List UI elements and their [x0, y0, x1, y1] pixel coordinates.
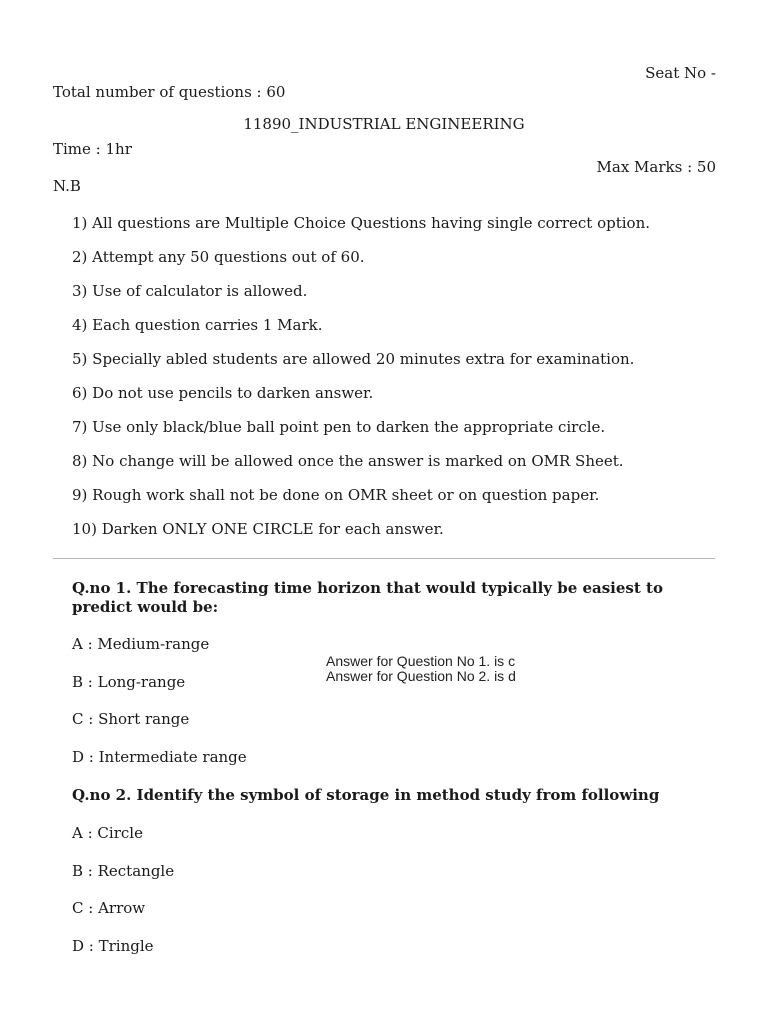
question-1-option-c: C : Short range: [72, 710, 190, 728]
instruction-item: 4) Each question carries 1 Mark.: [72, 316, 323, 334]
question-1-option-b: B : Long-range: [72, 673, 186, 691]
answer-key: [326, 654, 516, 684]
question-2-option-b: B : Rectangle: [72, 862, 175, 880]
section-divider: [53, 558, 715, 559]
exam-time: Time : 1hr: [53, 140, 132, 158]
seat-number: Seat No -: [645, 64, 716, 82]
instruction-item: 1) All questions are Multiple Choice Questions having single correct option.: [72, 214, 651, 232]
question-2-option-a: A : Circle: [72, 824, 143, 842]
instruction-item: 8) No change will be allowed once the answer is marked on OMR Sheet.: [72, 452, 624, 470]
instruction-item: 7) Use only black/blue ball point pen to darken the appropriate circle.: [72, 418, 606, 436]
instruction-item: 2) Attempt any 50 questions out of 60.: [72, 248, 365, 266]
instruction-item: 6) Do not use pencils to darken answer.: [72, 384, 374, 402]
nb-label: N.B: [53, 177, 81, 195]
answer-1: Answer for Question No 1. is c: [326, 653, 516, 669]
question-2-title: Q.no 2. Identify the symbol of storage in method study from following: [72, 786, 660, 804]
total-questions: Total number of questions : 60: [53, 83, 286, 101]
question-1-title: Q.no 1. The forecasting time horizon that would typically be easiest to predict would be:: [72, 579, 663, 616]
answer-2: Answer for Question No 2. is d: [326, 668, 516, 684]
paper-title: 11890_INDUSTRIAL ENGINEERING: [243, 115, 525, 133]
instruction-item: 10) Darken ONLY ONE CIRCLE for each answer.: [72, 520, 444, 538]
instruction-item: 9) Rough work shall not be done on OMR sheet or on question paper.: [72, 486, 600, 504]
instruction-item: 3) Use of calculator is allowed.: [72, 282, 308, 300]
question-2-option-c: C : Arrow: [72, 899, 146, 917]
question-1-option-a: A : Medium-range: [72, 635, 210, 653]
question-2-option-d: D : Tringle: [72, 937, 154, 955]
max-marks: Max Marks : 50: [596, 158, 716, 176]
question-1-option-d: D : Intermediate range: [72, 748, 247, 766]
instruction-item: 5) Specially abled students are allowed 20 minutes extra for examination.: [72, 350, 635, 368]
